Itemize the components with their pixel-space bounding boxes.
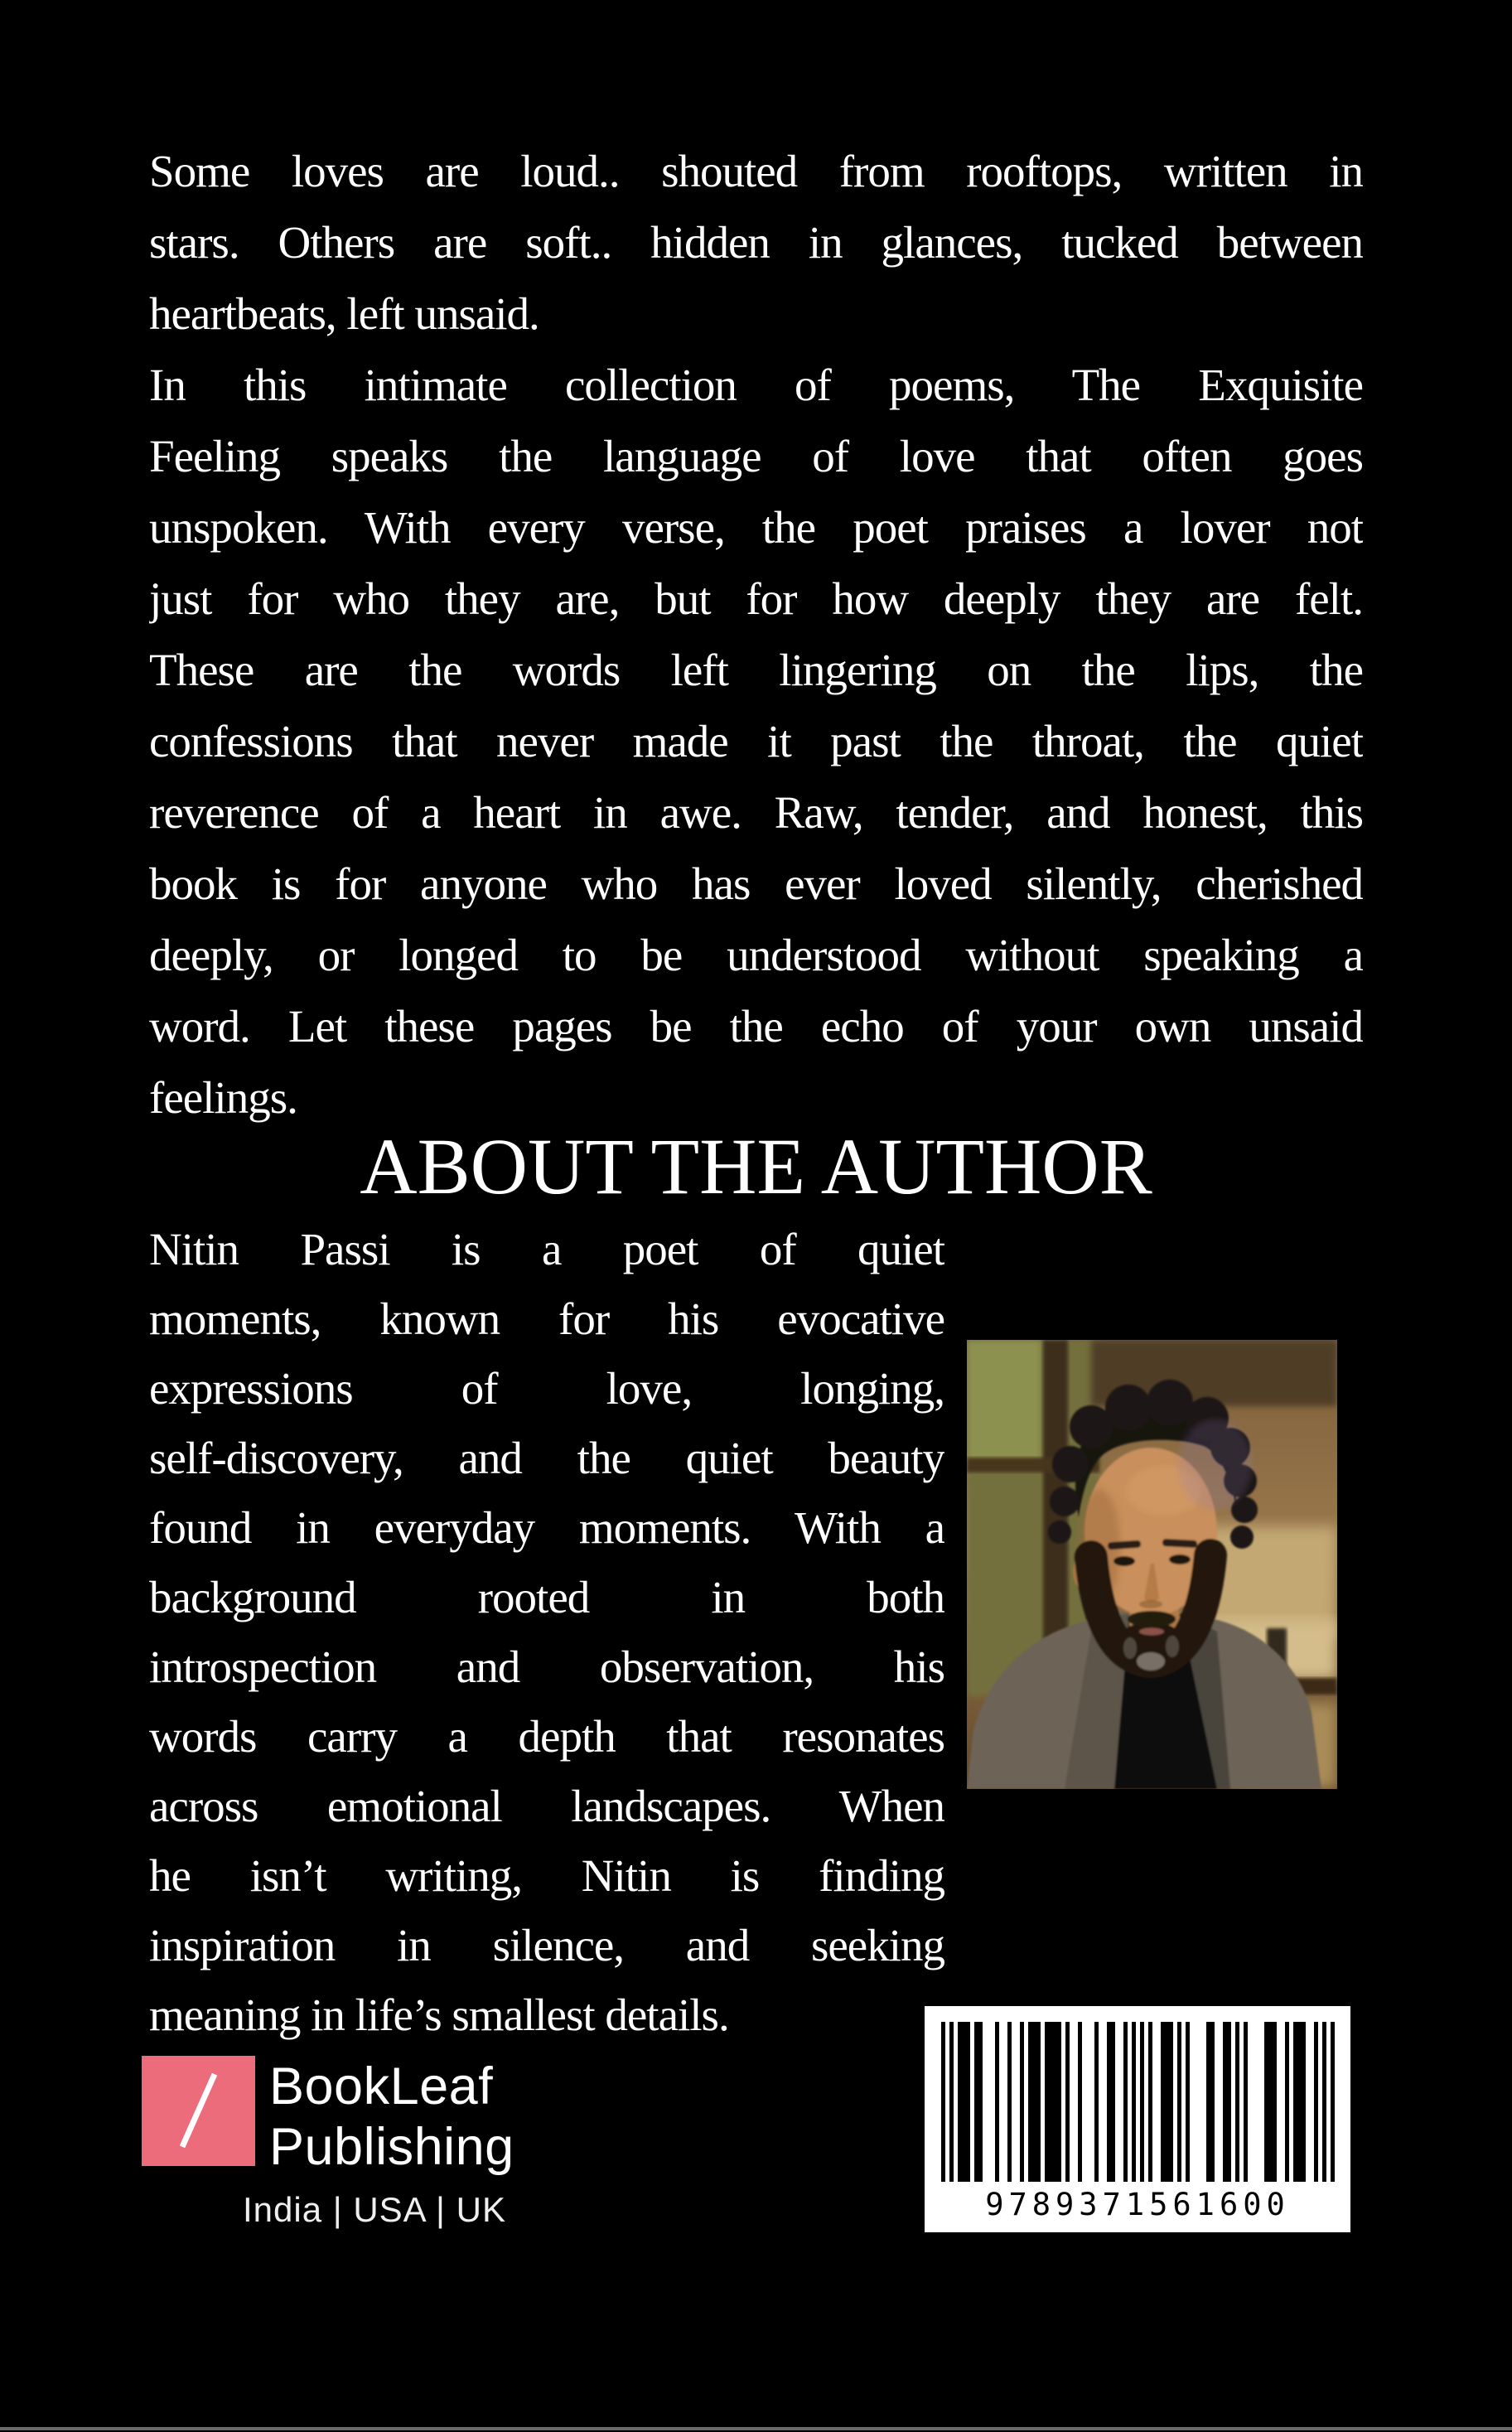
synopsis-line: These are the words left lingering on the lips, the [149,645,1363,695]
barcode-number: 9789371561600 [985,2187,1290,2222]
synopsis-line: word. Let these pages be the echo of your own unsaid [149,1001,1363,1052]
author-bio [149,1215,944,2050]
about-the-author-heading: ABOUT THE AUTHOR [360,1122,1152,1211]
publisher-name-line1: BookLeaf [269,2057,494,2115]
bio-line: introspection and observation, his [149,1641,944,1692]
bio-line: moments, known for his evocative [149,1293,944,1344]
bio-line: self-discovery, and the quiet beauty [149,1433,944,1483]
synopsis-line: unspoken. With every verse, the poet praises a lover not [149,502,1363,553]
bio-line: Nitin Passi is a poet of quiet [149,1224,944,1274]
synopsis-line: feelings. [149,1072,297,1123]
bio-line: across emotional landscapes. When [149,1781,944,1831]
barcode-bars [941,2022,1335,2182]
bio-line: inspiration in silence, and seeking [149,1920,944,1970]
bio-line: background rooted in both [149,1572,944,1622]
bio-line: he isn’t writing, Nitin is finding [149,1850,944,1901]
bio-line: meaning in life’s smallest details. [149,1990,729,2040]
bio-line: found in everyday moments. With a [149,1502,944,1553]
synopsis-line: Feeling speaks the language of love that often goes [149,431,1363,481]
publisher-logo-square [142,2056,255,2166]
author-photo [967,1340,1337,1789]
barcode [925,2006,1350,2232]
synopsis-line: just for who they are, but for how deeply they are felt. [149,573,1363,624]
bio-line: words carry a depth that resonates [149,1711,944,1762]
publisher-name-line2: Publishing [269,2118,514,2176]
synopsis-line: In this intimate collection of poems, The Exquisite [149,360,1363,410]
slash-icon [180,2073,217,2149]
synopsis-line: deeply, or longed to be understood without speaking a [149,930,1363,980]
synopsis-line: heartbeats, left unsaid. [149,288,539,339]
synopsis-line: book is for anyone who has ever loved silently, cherished [149,858,1363,909]
bio-line: expressions of love, longing, [149,1363,944,1414]
publisher-name [269,2057,514,2178]
publisher-regions: India | USA | UK [243,2190,506,2229]
page-bottom-edge [0,2427,1512,2430]
synopsis-line: reverence of a heart in awe. Raw, tender, and honest, this [149,787,1363,838]
synopsis-line: Some loves are loud.. shouted from rooftops, written in [149,146,1363,196]
synopsis-line: confessions that never made it past the throat, the quiet [149,716,1363,766]
synopsis-line: stars. Others are soft.. hidden in glances, tucked between [149,217,1363,268]
synopsis [149,136,1363,1134]
